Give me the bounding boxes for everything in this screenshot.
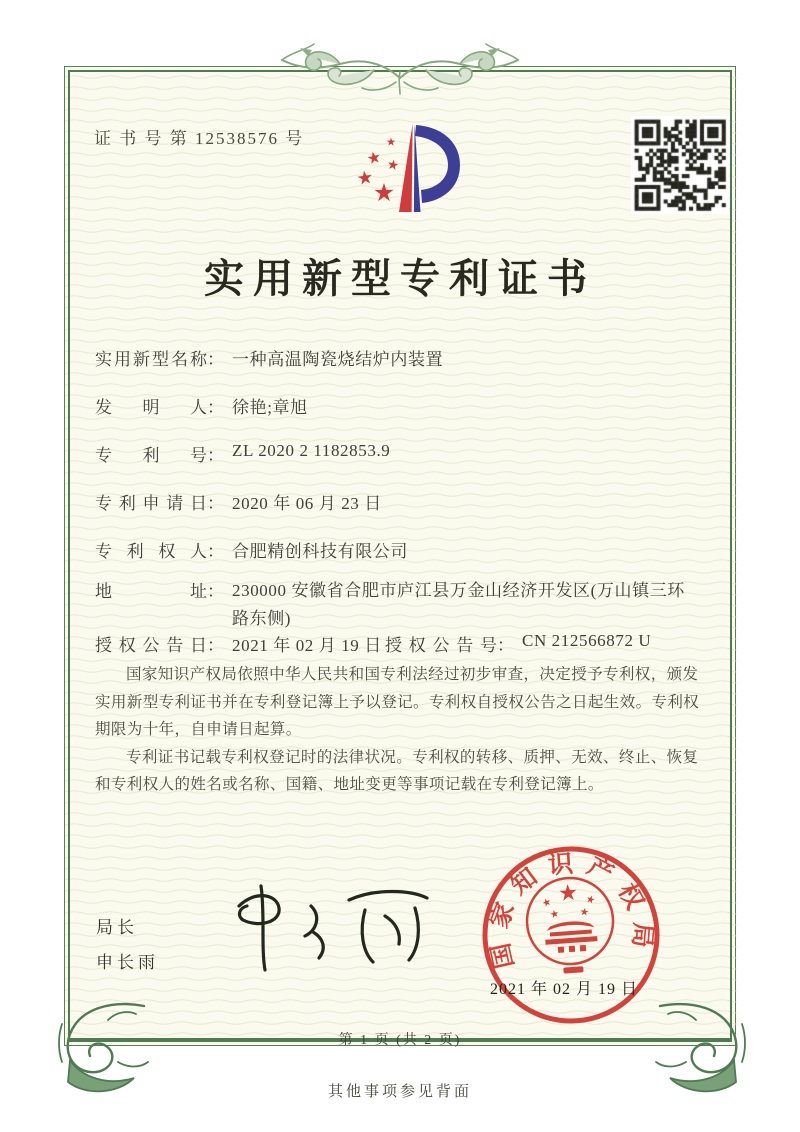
field-label: 授权公告号 (385, 636, 497, 655)
field-value: 2020 年 06 月 23 日 (232, 494, 382, 513)
colon: ： (207, 636, 224, 655)
colon: ： (207, 542, 224, 561)
back-note: 其他事项参见背面 (327, 1084, 472, 1100)
seal-date: 2021 年 02 月 19 日 (490, 981, 639, 998)
field-label: 专利申请日 (95, 494, 207, 513)
field-value: 合肥精创科技有限公司 (232, 542, 408, 561)
svg-text:国家知识产权局 (479, 844, 660, 971)
field-label: 专利权人 (95, 542, 207, 561)
legal-paragraph-2: 专利证书记载专利权登记时的法律状况。专利权的转移、质押、无效、终止、恢复和专利权人的姓名或名称、国籍、地址变更等事项记载在专利登记簿上。 (95, 748, 699, 793)
field-grant-number (385, 631, 651, 656)
field-value: 2021 年 02 月 19 日 (232, 636, 382, 655)
field-address (95, 577, 700, 633)
colon: ： (207, 494, 224, 513)
field-value: 一种高温陶瓷烧结炉内装置 (232, 350, 444, 369)
colon: ： (207, 582, 224, 601)
field-utility-model-name (95, 345, 443, 370)
seal-text: 国家知识产权局 (485, 850, 657, 971)
field-filing-date (95, 489, 382, 514)
field-label: 发明人 (95, 398, 207, 417)
colon: ： (207, 350, 224, 369)
field-value: 徐艳;章旭 (232, 398, 308, 417)
colon: ： (497, 636, 514, 655)
field-value: CN 212566872 U (522, 631, 652, 650)
official-seal (471, 835, 672, 1036)
page-number: 第 1 页 (共 2 页) (338, 1033, 462, 1048)
field-inventor (95, 393, 308, 418)
director-printed-name: 申长雨 (96, 953, 159, 972)
ornament-top-flourish-icon (278, 38, 522, 100)
colon: ： (207, 446, 224, 465)
field-label: 地址 (95, 582, 207, 601)
legal-paragraph-1: 国家知识产权局依照中华人民共和国专利法经过初步审查，决定授予专利权，颁发实用新型专利证书并在专利登记簿上予以登记。专利权自授权公告之日起生效。专利权期限为十年，自申请日起算。 (95, 666, 700, 738)
field-value: ZL 2020 2 1182853.9 (232, 441, 391, 460)
certificate-number: 证 书 号 第 12538576 号 (94, 129, 305, 148)
field-label: 授权公告日 (95, 636, 207, 655)
colon: ： (207, 398, 224, 417)
field-patent-number (95, 441, 390, 466)
qr-code (631, 116, 729, 214)
legal-text (95, 661, 709, 799)
field-label: 实用新型名称 (95, 350, 207, 369)
field-grant-row (95, 631, 709, 656)
certificate-title: 实用新型专利证书 (204, 256, 596, 301)
director-signature-icon (215, 872, 445, 977)
field-value: 230000 安徽省合肥市庐江县万金山经济开发区(万山镇三环路东侧) (232, 581, 685, 628)
field-patentee (95, 537, 408, 562)
field-label: 专利号 (95, 446, 207, 465)
cnipa-logo-icon (337, 112, 477, 234)
director-title: 局长 (96, 918, 138, 937)
